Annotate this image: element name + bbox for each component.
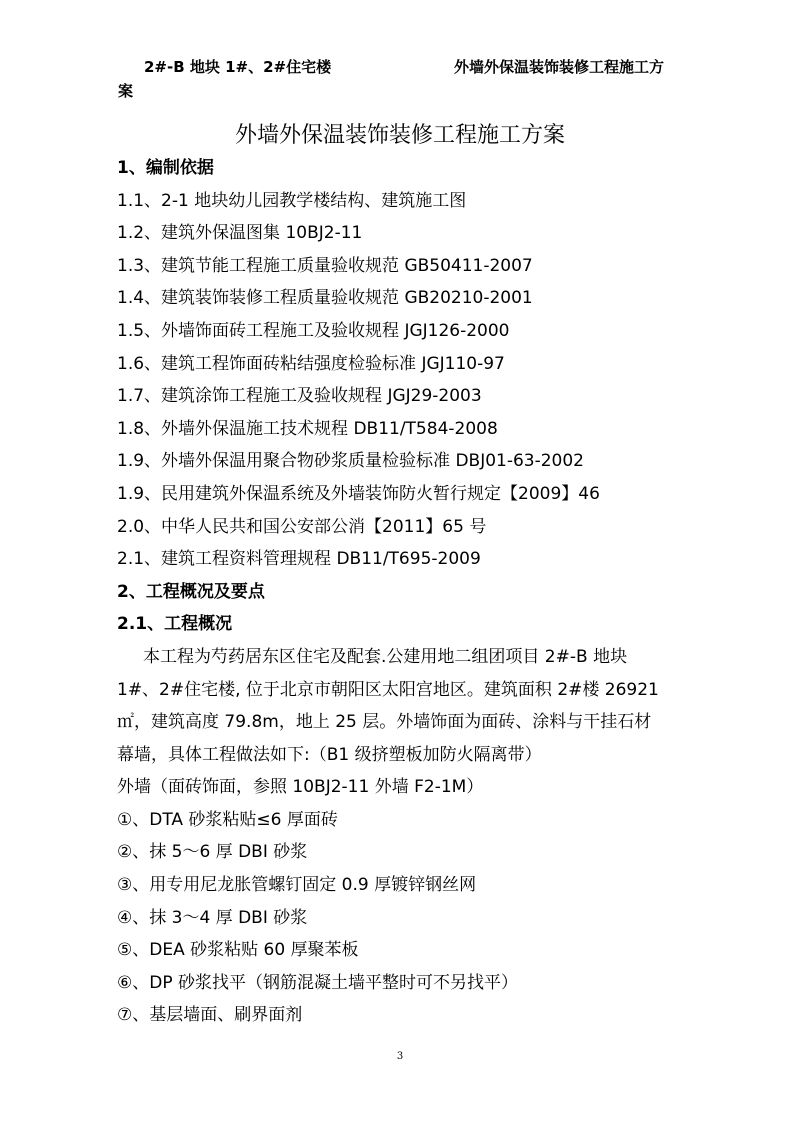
body-line: 1.9、民用建筑外保温系统及外墙装饰防火暂行规定【2009】46 bbox=[117, 483, 600, 504]
body-line: 1.9、外墙外保温用聚合物砂浆质量检验标准 DBJ01-63-2002 bbox=[117, 451, 585, 472]
page-number: 3 bbox=[396, 1051, 404, 1062]
body-line: ④、抹 3～4 厚 DBI 砂浆 bbox=[117, 907, 308, 928]
body-line: 1.5、外墙饰面砖工程施工及验收规程 JGJ126-2000 bbox=[117, 320, 510, 341]
body-line: 1.6、建筑工程饰面砖粘结强度检验标准 JGJ110-97 bbox=[117, 353, 505, 374]
body-line: ⑤、DEA 砂浆粘贴 60 厚聚苯板 bbox=[117, 940, 359, 961]
body-line: ③、用专用尼龙胀管螺钉固定 0.9 厚镀锌钢丝网 bbox=[117, 875, 477, 896]
section-heading: 1、编制依据 bbox=[117, 158, 214, 178]
header-right-text: 外墙外保温装饰装修工程施工方 bbox=[454, 58, 665, 76]
body-line: 1.7、建筑涂饰工程施工及验收规程 JGJ29-2003 bbox=[117, 386, 482, 407]
document-body bbox=[117, 152, 697, 1032]
section-heading: 2、工程概况及要点 bbox=[117, 581, 265, 602]
body-line: 1.1、2-1 地块幼儿园教学楼结构、建筑施工图 bbox=[117, 190, 467, 211]
body-line: 幕墙，具体工程做法如下:（B1 级挤塑板加防火隔离带） bbox=[117, 744, 542, 765]
header-wrap-text: 案 bbox=[118, 82, 134, 100]
body-line: 1.4、建筑装饰装修工程质量验收规范 GB20210-2001 bbox=[117, 288, 533, 309]
body-line: ⑥、DP 砂浆找平（钢筋混凝土墙平整时可不另找平） bbox=[117, 972, 518, 993]
body-line: ①、DTA 砂浆粘贴≤6 厚面砖 bbox=[117, 809, 338, 830]
body-line: 本工程为芍药居东区住宅及配套.公建用地二组团项目 2#-B 地块 bbox=[143, 646, 628, 667]
body-line: 1.2、建筑外保温图集 10BJ2-11 bbox=[117, 223, 363, 244]
body-line: ②、抹 5～6 厚 DBI 砂浆 bbox=[117, 842, 308, 863]
section-heading: 2.1、工程概况 bbox=[117, 614, 233, 635]
body-line: 1#、2#住宅楼, 位于北京市朝阳区太阳宫地区。建筑面积 2#楼 26921 bbox=[117, 679, 659, 700]
document-title: 外墙外保温装饰装修工程施工方案 bbox=[234, 123, 565, 148]
body-line: 外墙（面砖饰面，参照 10BJ2-11 外墙 F2-1M） bbox=[117, 777, 484, 798]
body-line: ⑦、基层墙面、刷界面剂 bbox=[117, 1005, 303, 1026]
body-line: 1.8、外墙外保温施工技术规程 DB11/T584-2008 bbox=[117, 418, 498, 439]
body-line: 2.0、中华人民共和国公安部公消【2011】65 号 bbox=[117, 516, 487, 537]
header-left-text: 2#-B 地块 1#、2#住宅楼 bbox=[144, 58, 332, 76]
body-line: 1.3、建筑节能工程施工质量验收规范 GB50411-2007 bbox=[117, 255, 533, 276]
body-line: 2.1、建筑工程资料管理规程 DB11/T695-2009 bbox=[117, 549, 481, 570]
body-line: ㎡，建筑高度 79.8m，地上 25 层。外墙饰面为面砖、涂料与干挂石材 bbox=[117, 712, 652, 733]
